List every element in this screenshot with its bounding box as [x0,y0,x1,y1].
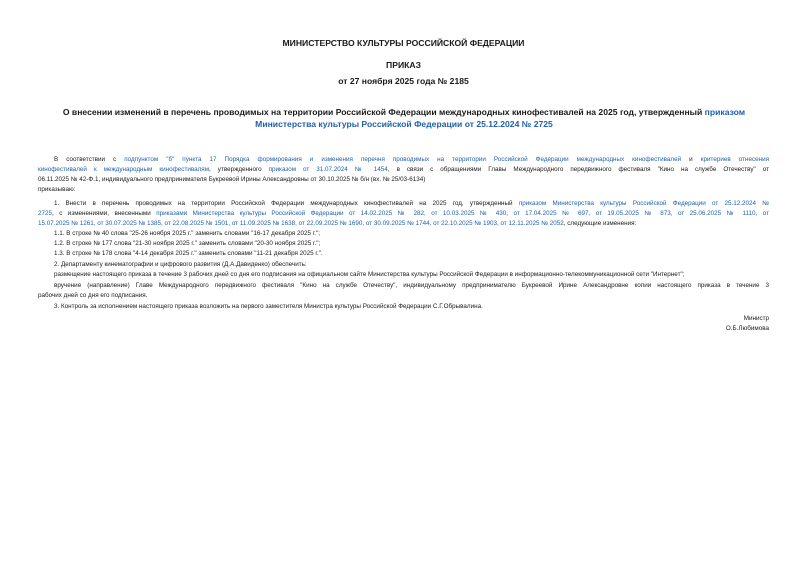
procedure-link[interactable]: подпунктом "б" пункта 17 Порядка формирования и изменения перечня проводимых на территории Российской Федерации международных кинофестивалей [124,156,682,163]
basis-text: , утвержденного [209,166,269,173]
basis-line-1 [38,155,769,165]
item-1-paragraph [38,199,769,229]
order-date-number: от 27 ноября 2025 года № 2185 [338,76,469,86]
basis-line-2 [38,165,769,175]
item-2-delivery [38,281,769,301]
order-1454-link[interactable]: приказом от 31.07.2024 № 1454 [268,166,388,173]
order-2725-link[interactable]: приказом Министерства культуры Российской Федерации от 25.12.2024 № [518,200,769,207]
title-order-link[interactable]: приказом Министерства культуры Российской Федерации от 25.12.2024 № 2725 [255,107,746,129]
criteria-link[interactable]: критериев отнесения [700,156,770,163]
sub-item-1-3: 1.3. В строке № 178 слова "4-14 декабря 2025 г." заменить словами "11-21 декабря 2025 г.". [54,250,323,257]
item-1-text: 1. Внести в перечень проводимых на территории Российской Федерации международных кинофестивалей на 2025 год, утвержденный [54,200,519,207]
ordered-word: приказываю: [38,186,76,193]
order-title [48,106,760,130]
ministry-heading: МИНИСТЕРСТВО КУЛЬТУРЫ РОССИЙСКОЙ ФЕДЕРАЦИИ [282,38,525,48]
criteria-link-cont[interactable]: кинофестивалей к международным кинофестивалям [38,166,210,173]
order-title-text: О внесении изменений в перечень проводимых на территории Российской Федерации международных кинофестивалей на 2025 год, утвержденный [62,107,705,117]
item-2-heading: 2. Департаменту кинематографии и цифрового развития (Д.А.Давиденко) обеспечить: [54,261,307,268]
item-2-publication: размещение настоящего приказа в течение 3 рабочих дней со дня его подписания на официальном сайте Министерства культуры Российской Федерации в информационно-телекоммуникационной сети "Интернет"; [54,271,685,278]
signatory-post: Министр [743,315,769,322]
basis-text: и [681,156,701,163]
sub-item-1-2: 1.2. В строке № 177 слова "21-30 ноября 2025 г." заменить словами "20-30 ноября 2025 г."; [54,240,321,247]
basis-paragraph [38,155,769,185]
basis-text: В соответствии с [54,156,125,163]
basis-line-3: 06.11.2025 № 42-Ф.1, индивидуального предпринимателя Букреевой Ирины Александровны от 30.10.2025 № б/н (вх. № 25/03-6134) [38,176,426,183]
sub-item-1-1: 1.1. В строке № 40 слова "25-26 ноября 2025 г." заменить словами "16-17 декабря 2025 г."; [54,230,320,237]
item-2-delivery-line-1: вручение (направление) Главе Международного передвижного фестиваля "Кино на службе Отечеству", индивидуальному предпринимателю Букреевой Ирине Александровне копии настоящего приказа в течение 3 [54,282,769,289]
amending-orders-link[interactable]: приказами Министерства культуры Российской Федерации от 14.02.2025 № 282, от 10.03.2025 № 430, от 17.04.2025 № 697, от 19.05.2025 № 873, от 25.06.2025 № 1110, от [156,210,769,217]
order-2725-link-cont[interactable]: 2725 [38,210,53,217]
item-2-delivery-line-2: рабочих дней со дня его подписания. [38,292,148,299]
item-1-line-2 [38,209,769,219]
basis-text: , в связи с обращениями Главы Международного передвижного фестиваля "Кино на службе Отечеству" от [387,166,769,173]
item-3-paragraph: 3. Контроль за исполнением настоящего приказа возложить на первого заместителя Министра культуры Российской Федерации С.Г.Обрывалина. [54,303,483,310]
item-1-text: , с изменениями, внесенными [52,210,157,217]
item-1-line-1 [38,199,769,209]
item-1-line-3 [38,219,769,229]
signatory-name: О.Б.Любимова [725,325,769,332]
document-type-heading: ПРИКАЗ [386,60,421,70]
item-1-text: , следующие изменения: [563,220,637,227]
amending-orders-link-cont[interactable]: 15.07.2025 № 1261, от 30.07.2025 № 1385, от 22.08.2025 № 1501, от 11.09.2025 № 1638, от 22.09.2025 № 1690, от 30.09.2025 № 1744, от 22.10.2025 № 1903, от 12.11.2025 № 2052 [38,220,564,227]
